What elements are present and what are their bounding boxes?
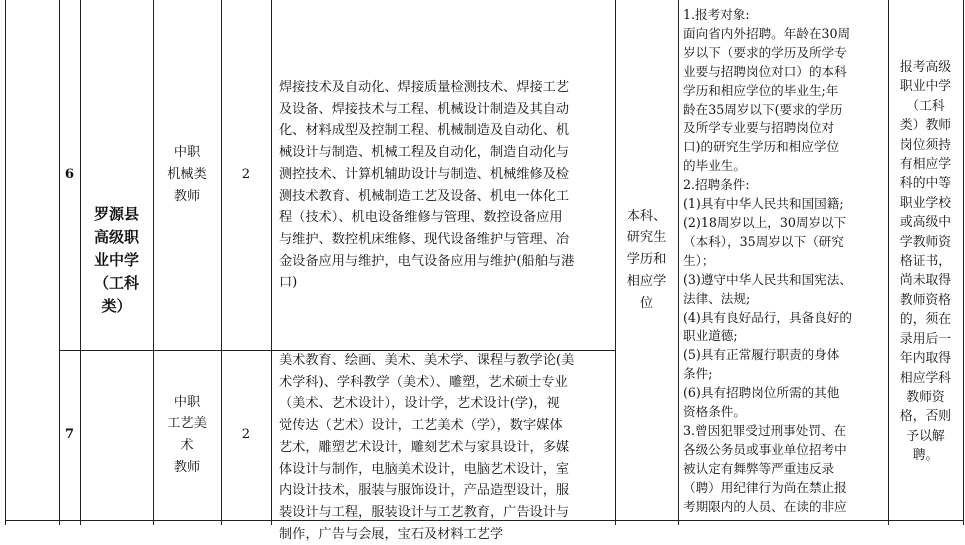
major-requirements-cell (279, 350, 615, 542)
note-line: 格，否则 (899, 409, 952, 425)
condition-line: 法律、法规; (683, 290, 751, 306)
condition-line: 业要与招聘岗位对口）的本科 (683, 63, 847, 79)
education-line: 研究生 (626, 230, 667, 246)
condition-line: (2)18周岁以上，30周岁以下 (683, 214, 847, 230)
condition-line: 1.报考对象: (683, 7, 750, 22)
note-line: 学教师资 (899, 234, 952, 250)
hiring-count-text: 2 (241, 167, 251, 183)
note-line: 职业学校 (899, 195, 952, 211)
major-line: 口) (279, 275, 298, 291)
condition-line: (3)遵守中华人民共和国宪法、 (683, 271, 852, 287)
major-line: 测控技术、计算机辅助设计与制造、机械维修及检 (279, 166, 570, 182)
major-line: 美术教育、绘画、美术、美术学、课程与教学论(美 (279, 353, 575, 368)
note-line: 格证书， (899, 254, 952, 270)
position-name-cell (153, 0, 221, 350)
note-line: 教师资 (906, 389, 945, 405)
major-line: （美术、艺术设计），设计学，艺术设计(学)，视 (279, 396, 560, 412)
condition-line: (5)具有正常履行职责的身体 (683, 347, 840, 363)
education-line: 位 (639, 295, 654, 311)
table-border (678, 0, 679, 525)
condition-line: 学历和相应学位的毕业生;年 (683, 82, 839, 98)
position-name-line: 术 (180, 438, 194, 453)
position-name-line: 教师 (173, 188, 201, 204)
education-line: 相应学 (626, 273, 667, 289)
major-requirements-cell (279, 77, 615, 347)
note-line: 的，须在 (899, 312, 952, 328)
note-line: 科的中等 (899, 176, 952, 192)
school-name-line: 高级职 (93, 227, 139, 246)
major-line: 术学科)、学科教学（美术）、雕塑，艺术硕士专业 (279, 374, 568, 390)
note-line: 予以解 (906, 428, 945, 444)
major-line: 与维护、数控机床维修、现代设备维护与管理、冶 (279, 231, 570, 247)
table-border (963, 0, 964, 525)
major-line: 金设备应用与维护，电气设备应用与维护(船舶与港 (279, 253, 575, 269)
row-number (59, 350, 80, 520)
major-line: 械设计与制造、机械工程及自动化，制造自动化与 (279, 145, 570, 161)
major-line: 体设计与制作，电脑美术设计，电脑艺术设计，室 (279, 461, 570, 477)
hiring-count (221, 350, 271, 520)
note-line: （工科 (906, 98, 945, 114)
major-line: 程（技术）、机电设备维修与管理、数控设备应用 (279, 210, 563, 226)
position-name-line: 工艺美 (167, 416, 207, 432)
condition-line: 职业道德; (683, 328, 738, 344)
condition-line: 2.招聘条件: (683, 177, 750, 193)
note-line: 类）教师 (899, 118, 952, 134)
note-line: 职业中学 (899, 79, 952, 95)
condition-line: 口)的研究生学历和相应学位 (683, 139, 840, 155)
major-line: 装设计与工程，服装设计与工艺教育，广告设计与 (279, 504, 570, 520)
position-name-line: 中职 (173, 394, 201, 410)
condition-line: 及所学专业要与招聘岗位对 (683, 120, 835, 136)
condition-line: 3.曾因犯罪受过刑事处罚、在 (683, 422, 847, 438)
note-line: 尚未取得 (899, 273, 952, 289)
condition-line: (1)具有中华人民共和国国籍; (683, 196, 844, 212)
note-line: 年内取得 (899, 351, 952, 367)
education-line: 本科、 (626, 208, 667, 224)
major-line: 焊接技术及自动化、焊接质量检测技术、焊接工艺 (279, 80, 570, 95)
major-line: 制作，广告与会展，宝石及材料工艺学 (279, 526, 504, 542)
condition-line: 被认定有舞弊等严重违反录 (683, 460, 835, 476)
school-name-line: 类） (101, 296, 132, 315)
note-line: 或高级中 (899, 215, 952, 231)
condition-line: (6)具有招聘岗位所需的其他 (683, 385, 840, 401)
major-line: 及设备、焊接技术与工程、机械设计制造及其自动 (279, 101, 570, 117)
condition-line: 资格条件。 (683, 404, 746, 420)
condition-line: 岁以下（要求的学历及所学专 (683, 44, 847, 60)
row-number-text: 6 (64, 167, 75, 183)
condition-line: 生）； (683, 252, 715, 268)
notes-cell (888, 58, 963, 468)
school-name-cell (80, 0, 153, 520)
major-line: 测技术教育、机械制造工艺及设备、机电一体化工 (279, 188, 570, 204)
condition-line: 龄在35周岁以下(要求的学历 (683, 101, 843, 117)
note-line: 岗位须持 (899, 137, 952, 153)
condition-line: 考期限内的人员、在读的非应 (683, 498, 847, 514)
position-name-line: 教师 (173, 459, 201, 475)
row-number (59, 0, 80, 350)
condition-line: 各级公务员或事业单位招考中 (683, 441, 847, 457)
note-line: 有相应学 (899, 157, 952, 173)
note-line: 教师资格 (899, 292, 952, 308)
major-line: 内设计技术，服装与服饰设计，产品造型设计，服 (279, 483, 570, 499)
major-line: 化、材料成型及控制工程、机械制造及自动化、机 (279, 123, 570, 139)
school-name-line: （工科 (93, 273, 139, 292)
position-name-line: 中职 (173, 145, 201, 161)
row-number-text: 7 (64, 427, 75, 443)
school-name-line: 罗源县 (93, 204, 139, 223)
position-name-cell (153, 350, 221, 520)
table-border (271, 0, 272, 525)
table-border (5, 0, 6, 525)
hiring-count (221, 0, 271, 350)
note-line: 报考高级 (899, 60, 952, 75)
application-conditions-cell (683, 6, 888, 520)
condition-line: （本科），35周岁以下（研究 (683, 233, 844, 249)
position-name-line: 机械类 (167, 167, 207, 183)
education-line: 学历和 (626, 252, 667, 268)
note-line: 聘。 (912, 448, 939, 464)
condition-line: 条件; (683, 366, 713, 382)
condition-line: (4)具有良好品行，具备良好的 (683, 309, 852, 325)
hiring-count-text: 2 (241, 427, 251, 443)
note-line: 相应学科 (899, 370, 952, 386)
education-requirement-cell (615, 0, 678, 520)
condition-line: 的毕业生。 (683, 158, 746, 174)
condition-line: 面向省内外招聘。年龄在30周 (683, 25, 851, 41)
school-name-line: 业中学 (93, 250, 139, 269)
major-line: 觉传达（艺术）设计，工艺美术（学），数字媒体 (279, 418, 563, 434)
note-line: 录用后一 (899, 331, 952, 347)
major-line: 艺术，雕塑艺术设计，雕刻艺术与家具设计，多媒 (279, 439, 570, 455)
condition-line: （聘）用纪律行为尚在禁止报 (683, 479, 847, 495)
